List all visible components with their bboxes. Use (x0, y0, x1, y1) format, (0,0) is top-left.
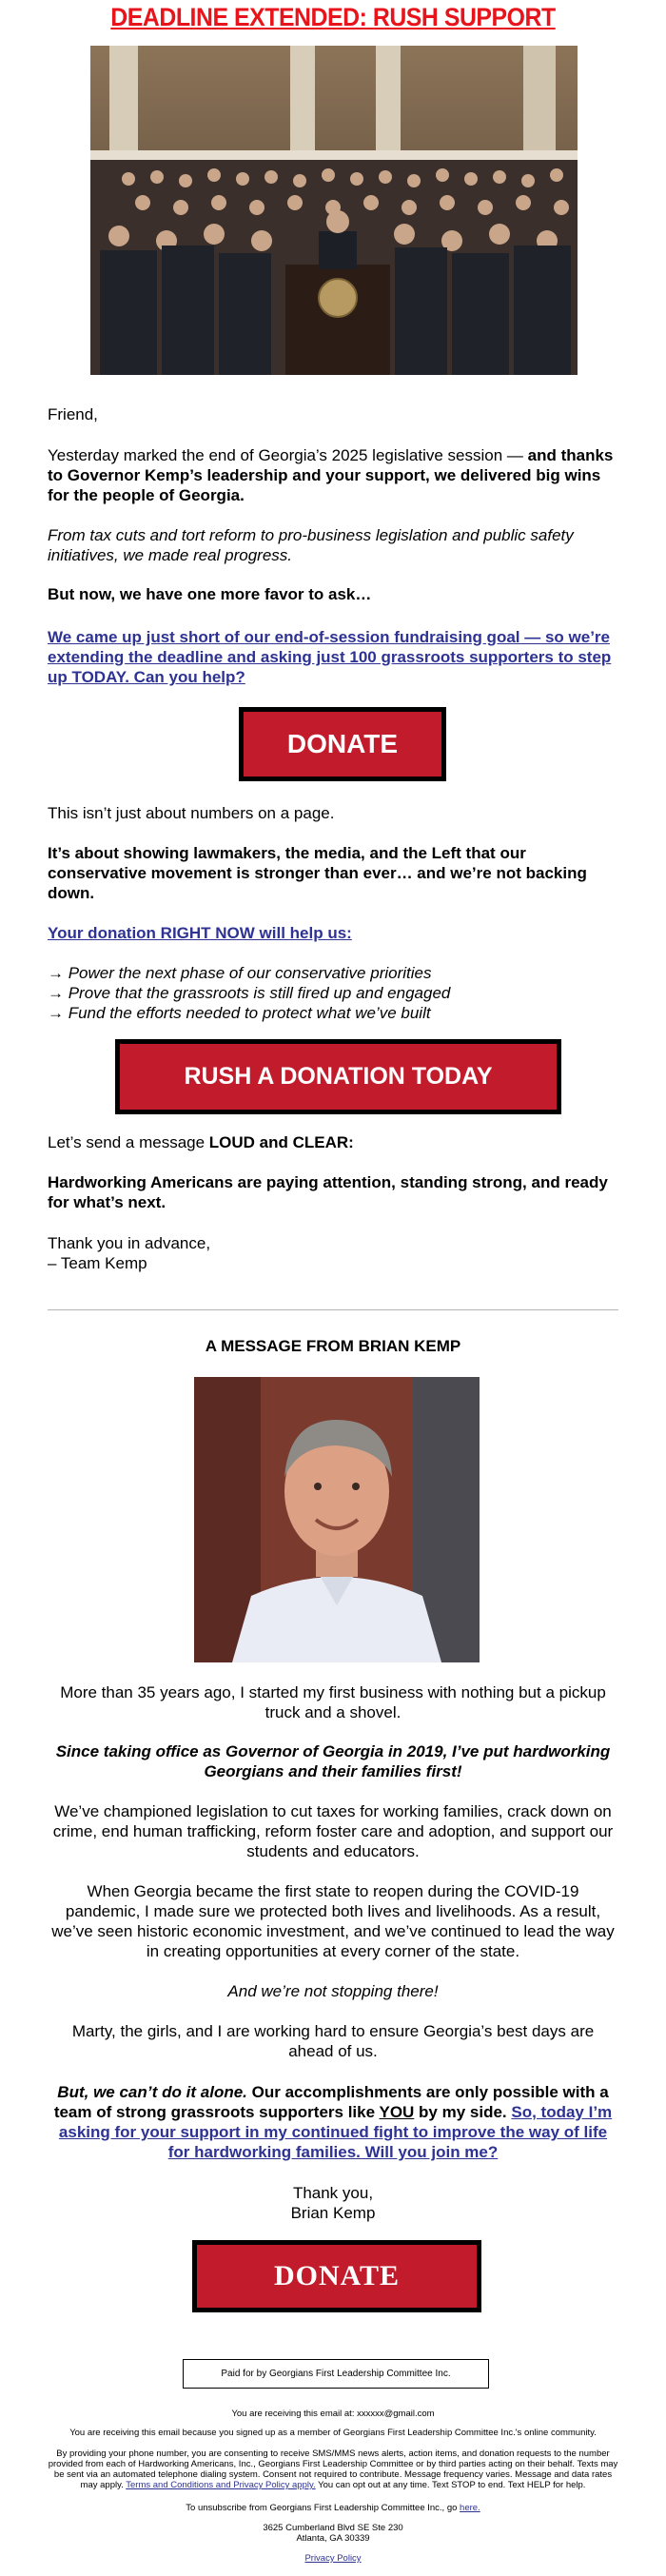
terms-link[interactable]: Terms and Conditions and Privacy Policy apply. (126, 2480, 316, 2490)
kemp-name: Brian Kemp (290, 2204, 376, 2222)
kemp-paragraph-6: Marty, the girls, and I are working hard to ensure Georgia’s best days are ahead of us. (71, 2022, 595, 2060)
progress-paragraph: From tax cuts and tort reform to pro-business legislation and public safety initiatives, we made real progress. (48, 526, 574, 564)
kemp-paragraph-4: When Georgia became the first state to reopen during the COVID-19 pandemic, I made sure we protected both lives and livelihoods. As a result, we’ve seen historic economic investment, and we’ve continued to lead the way in creating opportunities at every corner of the state. (51, 1882, 615, 1960)
kemp-alone: But, we can’t do it alone. (57, 2083, 247, 2101)
hero-photo-illustration (90, 46, 578, 375)
message-heading: A MESSAGE FROM BRIAN KEMP (205, 1337, 461, 1355)
signup-note: You are receiving this email because you signed up as a member of Georgians First Leadership Committee Inc.'s online community. (69, 2428, 597, 2438)
signoff (48, 1233, 618, 1273)
intro-paragraph (48, 445, 618, 505)
kemp-portrait (194, 1377, 480, 1662)
kemp-team: Our accomplishments are only possible with a team of strong grassroots supporters like (53, 2083, 609, 2121)
kemp-side: by my side. (414, 2103, 512, 2121)
favor-paragraph: But now, we have one more favor to ask… (48, 585, 372, 603)
bullet-list (48, 963, 618, 1023)
sms-note (48, 2448, 618, 2490)
sms-note-optout: You can opt out at any time. Text STOP to end. Text HELP for help. (315, 2480, 586, 2490)
bullet-item: → Fund the efforts needed to protect what we’ve built (48, 1004, 431, 1022)
donate-button-1[interactable]: DONATE (239, 707, 446, 781)
address-line-1: 3625 Cumberland Blvd SE Ste 230 (263, 2523, 403, 2533)
receiving-email: xxxxxx@gmail.com (357, 2409, 435, 2419)
unsubscribe-link[interactable]: here. (460, 2503, 480, 2513)
goal-link[interactable]: We came up just short of our end-of-session fundraising goal — so we’re extending the deadline and asking just 100 grassroots supporters to step up TODAY. Can you help? (48, 628, 612, 686)
kemp-paragraph-5: And we’re not stopping there! (227, 1982, 439, 2000)
signoff-signature: – Team Kemp (48, 1254, 147, 1272)
kemp-closing (48, 2183, 618, 2223)
receiving-label: You are receiving this email at: (231, 2409, 358, 2419)
kemp-thanks: Thank you, (292, 2184, 374, 2202)
message-bold: LOUD and CLEAR: (208, 1133, 354, 1151)
unsubscribe-text: To unsubscribe from Georgians First Leadership Committee Inc., go (186, 2503, 460, 2513)
kemp-you: YOU (379, 2103, 415, 2121)
help-paragraph (48, 923, 618, 943)
privacy-line (48, 2553, 618, 2564)
paid-for-box: Paid for by Georgians First Leadership Committee Inc. (183, 2359, 489, 2389)
section-divider (48, 1309, 618, 1310)
signoff-line: Thank you in advance, (48, 1234, 211, 1252)
headline[interactable]: DEADLINE EXTENDED: RUSH SUPPORT (110, 3, 556, 31)
unsubscribe-line (48, 2503, 618, 2513)
kemp-portrait-illustration (194, 1377, 480, 1662)
receiving-line (48, 2409, 618, 2419)
kemp-paragraph-3: We’ve championed legislation to cut taxes for working families, crack down on crime, end human trafficking, reform foster care and adoption, and support our students and educators. (52, 1802, 614, 1860)
bullet-item: → Power the next phase of our conservative priorities (48, 964, 432, 982)
address-line-2: Atlanta, GA 30339 (296, 2533, 370, 2544)
kemp-paragraph-2: Since taking office as Governor of Georgia in 2019, I’ve put hardworking Georgians and their families first! (55, 1742, 611, 1780)
bullet-item: → Prove that the grassroots is still fired up and engaged (48, 984, 451, 1002)
mailing-address (48, 2523, 618, 2544)
greeting: Friend, (48, 405, 98, 423)
message-paragraph (48, 1132, 618, 1152)
intro-lead: Yesterday marked the end of Georgia’s 2025 legislative session — (48, 446, 528, 464)
attention-paragraph: Hardworking Americans are paying attention, standing strong, and ready for what’s next. (48, 1173, 608, 1211)
donate-button-2[interactable]: DONATE (192, 2240, 481, 2312)
movement-paragraph: It’s about showing lawmakers, the media, and the Left that our conservative movement is stronger than ever… and we’re not backing down. (48, 844, 587, 902)
rush-donation-button[interactable]: RUSH A DONATION TODAY (115, 1039, 561, 1114)
numbers-paragraph: This isn’t just about numbers on a page. (48, 804, 335, 822)
kemp-paragraph-7 (48, 2082, 618, 2162)
sms-note-text: By providing your phone number, you are consenting to receive SMS/MMS news alerts, action items, and donation requests to the number provided from each of Hardworking Americans, Inc., Georgians First Leadership Committee or by third parties acting on their behalf. Texts may be sent via an automated telephone dialing system. Consent not required to contribute. Message frequency varies. Message and data rates may apply. (48, 2448, 618, 2490)
kemp-paragraph-1: More than 35 years ago, I started my first business with nothing but a pickup truck and a shovel. (60, 1683, 606, 1721)
intro-bold: and thanks to Governor Kemp’s leadership and your support, we delivered big wins for the people of Georgia. (48, 446, 614, 504)
kemp-join-link[interactable]: So, today I’m asking for your support in my continued fight to improve the way of life for hardworking families. Will you join me? (58, 2103, 613, 2161)
help-link[interactable]: Your donation RIGHT NOW will help us: (48, 924, 352, 942)
goal-paragraph (48, 627, 618, 687)
privacy-policy-link[interactable]: Privacy Policy (304, 2553, 362, 2564)
message-lead: Let’s send a message (48, 1133, 209, 1151)
hero-photo[interactable] (90, 46, 578, 375)
